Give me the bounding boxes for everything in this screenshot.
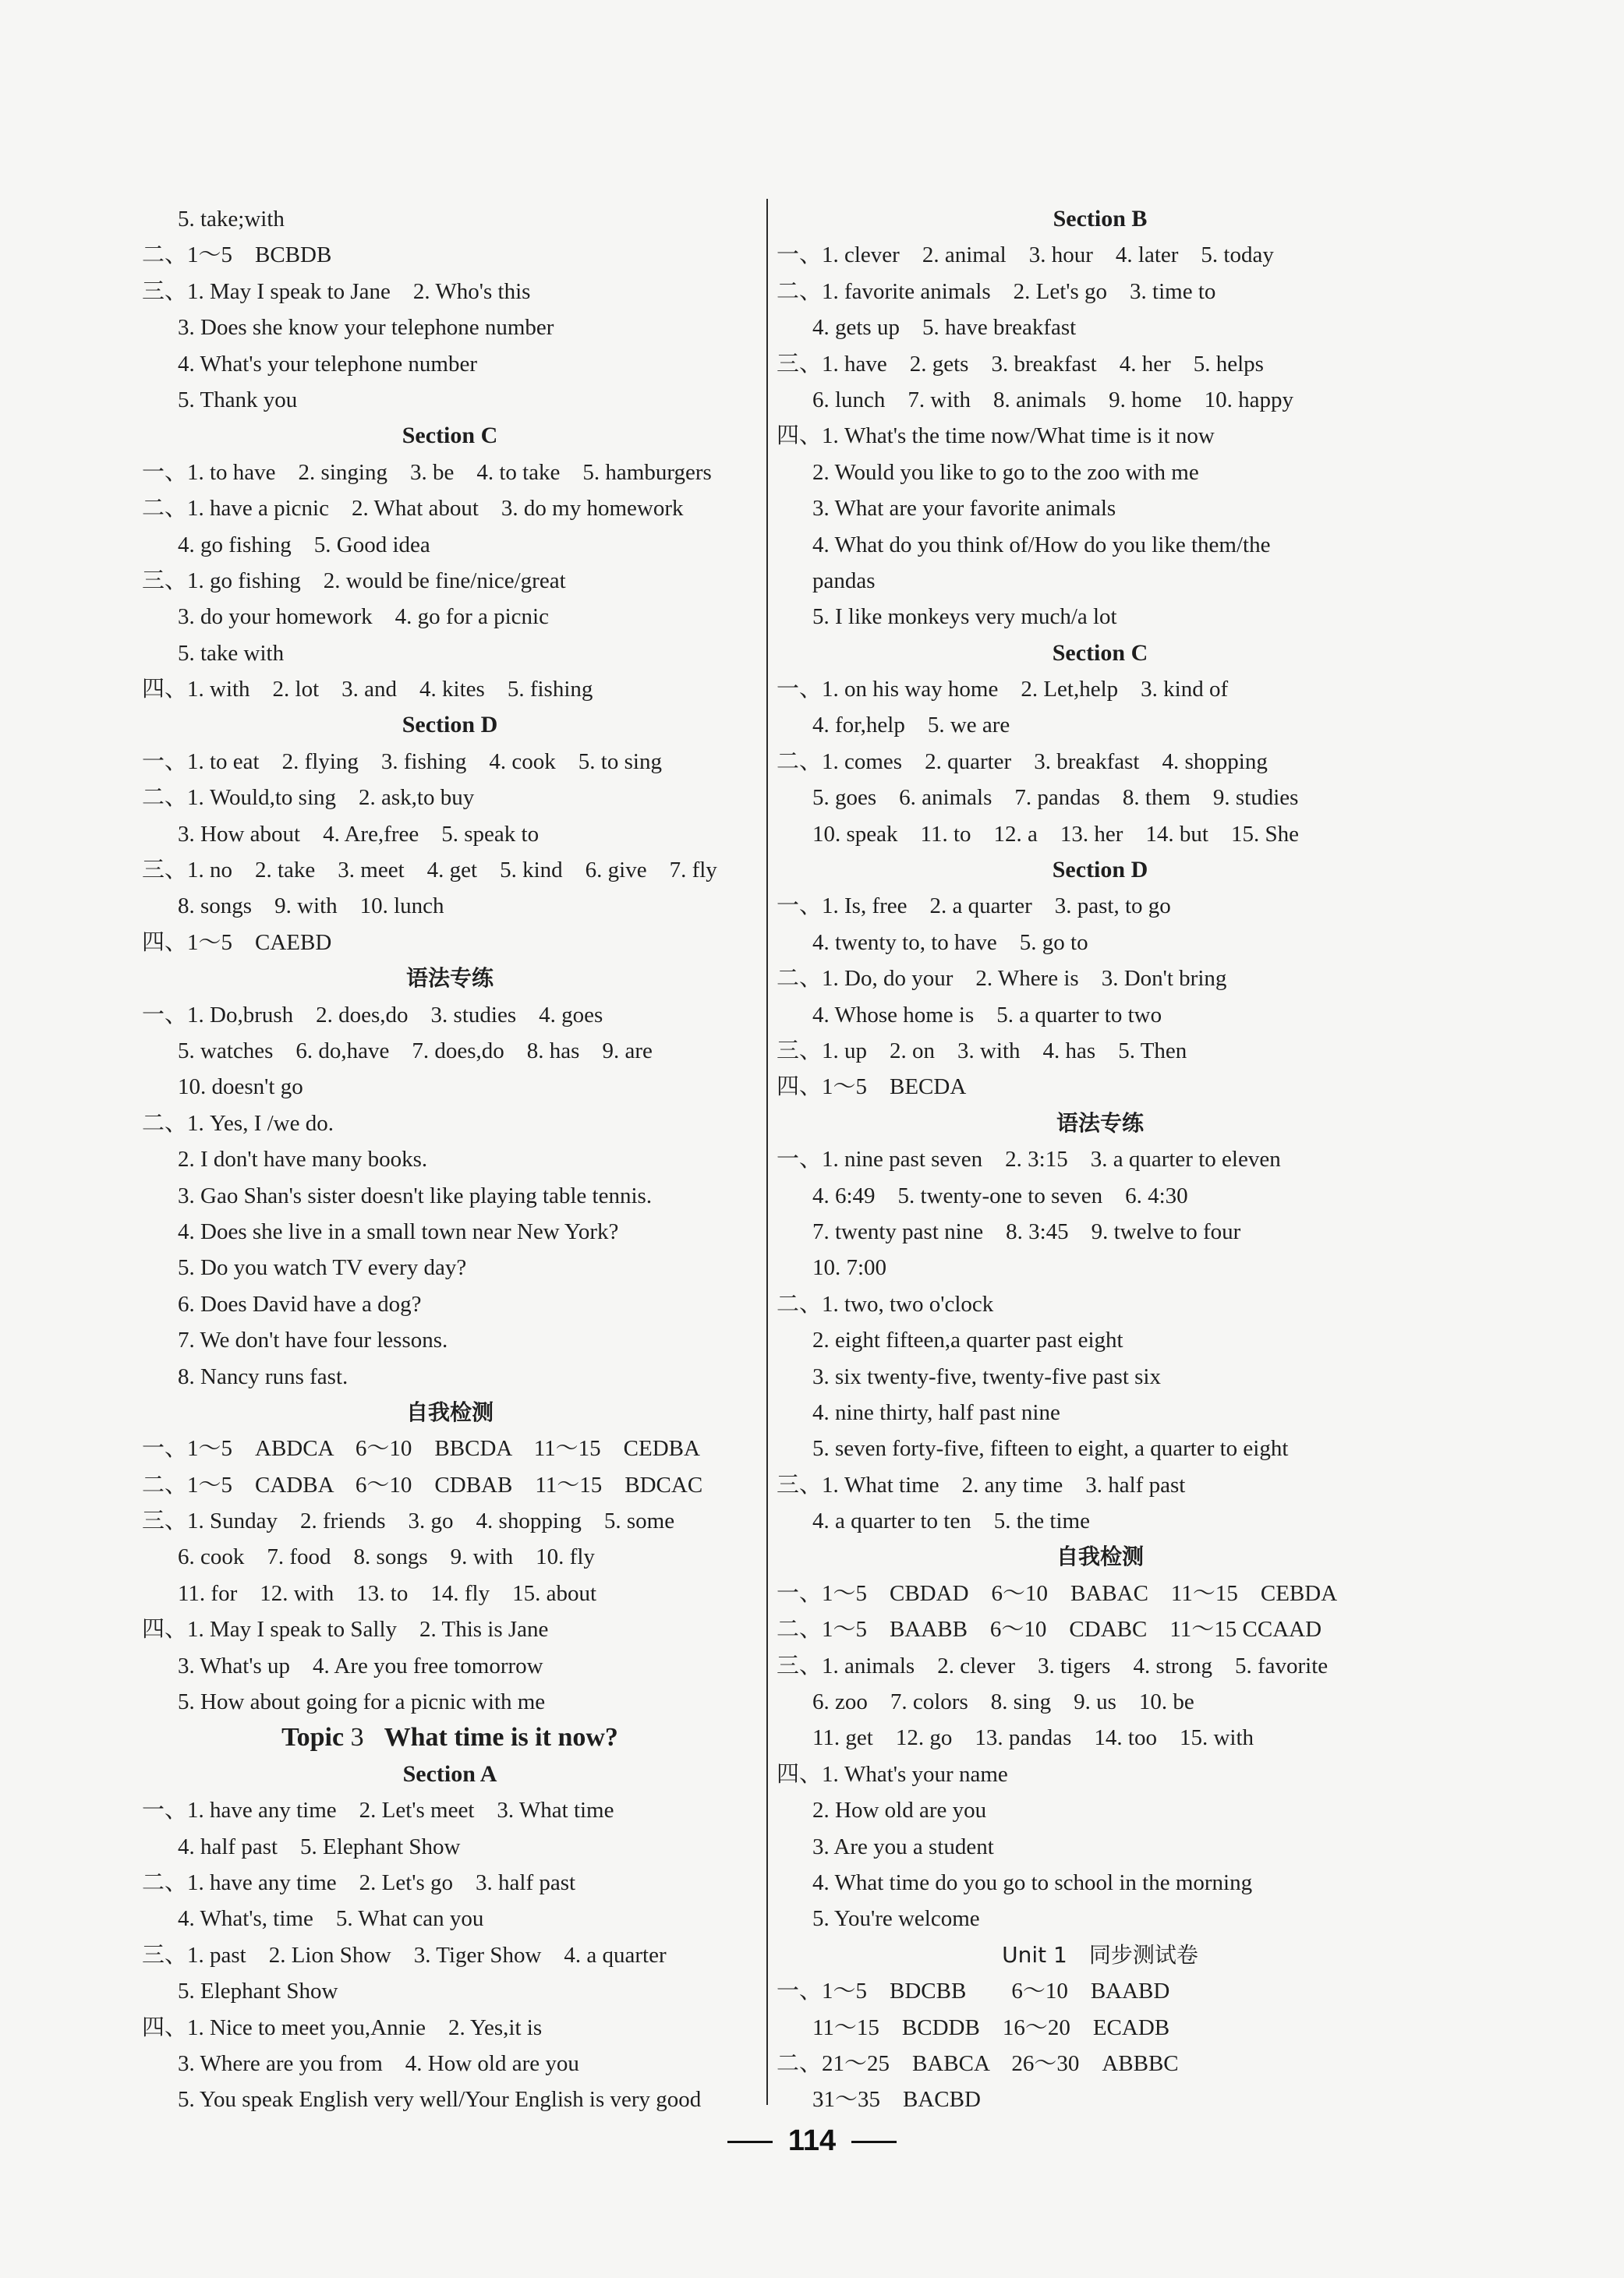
- answer-line: 2. eight fifteen,a quarter past eight: [812, 1328, 1123, 1353]
- answer-line: 四、1. What's your name: [777, 1761, 1008, 1787]
- answer-line: 3. six twenty-five, twenty-five past six: [812, 1364, 1161, 1389]
- page-number: 114: [787, 2124, 837, 2157]
- answer-line: 4. go fishing 5. Good idea: [178, 532, 430, 557]
- section-heading: Section C: [1052, 639, 1148, 666]
- answer-line: 3. How about 4. Are,free 5. speak to: [178, 821, 540, 847]
- answer-line: 二、1. comes 2. quarter 3. breakfast 4. shopping: [777, 748, 1268, 774]
- answer-line: 6. zoo 7. colors 8. sing 9. us 10. be: [812, 1689, 1194, 1715]
- answer-line: 4. half past 5. Elephant Show: [178, 1834, 461, 1859]
- answer-line: 二、1. two, two o'clock: [777, 1291, 994, 1317]
- answer-line: 5. watches 6. do,have 7. does,do 8. has 9. are: [178, 1038, 653, 1063]
- answer-line: 二、1. Would,to sing 2. ask,to buy: [142, 785, 475, 811]
- footer-dash-left: [727, 2141, 773, 2143]
- column-divider: [766, 199, 768, 2105]
- answer-line: 四、1～5 BECDA: [777, 1074, 967, 1100]
- answer-line: 3. What's up 4. Are you free tomorrow: [178, 1653, 543, 1678]
- answer-line: 5. I like monkeys very much/a lot: [812, 604, 1117, 630]
- answer-line: 四、1. May I speak to Sally 2. This is Jane: [142, 1617, 549, 1643]
- section-heading: 自我检测: [1056, 1544, 1144, 1570]
- answer-line: 4. 6:49 5. twenty-one to seven 6. 4:30: [812, 1183, 1188, 1208]
- answer-line: 四、1. with 2. lot 3. and 4. kites 5. fishing: [142, 677, 593, 702]
- answer-line: 5. Thank you: [178, 387, 298, 412]
- answer-line: 6. Does David have a dog?: [178, 1291, 422, 1317]
- answer-line: 4. What's, time 5. What can you: [178, 1906, 484, 1932]
- answer-line: 10. 7:00: [812, 1255, 887, 1281]
- answer-line: 三、1. up 2. on 3. with 4. has 5. Then: [777, 1038, 1187, 1063]
- answer-line: 三、1. What time 2. any time 3. half past: [777, 1472, 1186, 1498]
- answer-line: 二、1～5 BAABB 6～10 CDABC 11～15 CCAAD: [777, 1617, 1322, 1643]
- section-heading: Section D: [1052, 857, 1148, 883]
- answer-line: 10. doesn't go: [178, 1074, 303, 1100]
- answer-line: 5. Elephant Show: [178, 1979, 338, 2004]
- topic-heading: [142, 1720, 758, 1756]
- topic-label: Topic: [281, 1723, 345, 1753]
- answer-line: 31～35 BACBD: [812, 2087, 981, 2113]
- section-heading: Section C: [402, 423, 498, 449]
- answer-line: 7. We don't have four lessons.: [178, 1328, 448, 1353]
- answer-line: pandas: [812, 568, 876, 593]
- answer-line: 2. I don't have many books.: [178, 1147, 428, 1173]
- answer-line: 4. gets up 5. have breakfast: [812, 315, 1077, 341]
- answer-line: 二、1. have any time 2. Let's go 3. half past: [142, 1869, 576, 1895]
- answer-line: 3. Where are you from 4. How old are you: [178, 2050, 579, 2076]
- answer-line: 三、1. go fishing 2. would be fine/nice/great: [142, 568, 566, 593]
- answer-line: 三、1. no 2. take 3. meet 4. get 5. kind 6. give 7. fly: [142, 858, 717, 883]
- answer-line: 二、1～5 BCBDB: [142, 242, 332, 268]
- section-heading: Section D: [402, 712, 498, 738]
- answer-line: 一、1. on his way home 2. Let,help 3. kind of: [777, 677, 1229, 702]
- answer-line: 10. speak 11. to 12. a 13. her 14. but 15. She: [812, 821, 1299, 847]
- answer-line: 4. Whose home is 5. a quarter to two: [812, 1002, 1162, 1028]
- footer-dash-right: [851, 2141, 897, 2143]
- page-number-footer: [0, 2124, 1624, 2158]
- answer-line: 4. What do you think of/How do you like them/the: [812, 532, 1271, 557]
- topic-number: 3: [350, 1723, 364, 1753]
- answer-line: 二、21～25 BABCA 26～30 ABBBC: [777, 2050, 1179, 2076]
- answer-line: 8. songs 9. with 10. lunch: [178, 893, 444, 919]
- answer-line: 三、1. Sunday 2. friends 3. go 4. shopping 5. some: [142, 1509, 675, 1534]
- answer-line: 5. You speak English very well/Your English is very good: [178, 2087, 702, 2113]
- answer-line: 四、1～5 CAEBD: [142, 929, 332, 955]
- answer-line: 3. Are you a student: [812, 1834, 994, 1859]
- answer-line: 二、1～5 CADBA 6～10 CDBAB 11～15 BDCAC: [142, 1472, 703, 1498]
- answer-line: 三、1. past 2. Lion Show 3. Tiger Show 4. a quarter: [142, 1942, 667, 1968]
- answer-line: 5. You're welcome: [812, 1906, 980, 1932]
- answer-line: 6. cook 7. food 8. songs 9. with 10. fly: [178, 1544, 595, 1570]
- answer-line: 5. seven forty-five, fifteen to eight, a quarter to eight: [812, 1436, 1289, 1462]
- answer-line: 一、1. to have 2. singing 3. be 4. to take 5. hamburgers: [142, 459, 712, 485]
- section-heading: Unit 1 同步测试卷: [1002, 1941, 1198, 1968]
- answer-line: 2. Would you like to go to the zoo with me: [812, 459, 1199, 485]
- answer-line: 三、1. have 2. gets 3. breakfast 4. her 5. helps: [777, 351, 1264, 377]
- answer-line: 四、1. Nice to meet you,Annie 2. Yes,it is: [142, 2014, 543, 2040]
- answer-line: 4. a quarter to ten 5. the time: [812, 1509, 1090, 1534]
- answer-line: 5. Do you watch TV every day?: [178, 1255, 467, 1281]
- answer-line: 三、1. animals 2. clever 3. tigers 4. strong 5. favorite: [777, 1653, 1329, 1678]
- answer-line: 3. What are your favorite animals: [812, 496, 1116, 522]
- answer-line: 11. get 12. go 13. pandas 14. too 15. with: [812, 1725, 1254, 1751]
- section-heading: Section B: [1053, 206, 1148, 232]
- answer-line: 6. lunch 7. with 8. animals 9. home 10. happy: [812, 387, 1293, 412]
- answer-line: 5. take;with: [178, 207, 285, 232]
- topic-title: What time is it now?: [384, 1723, 618, 1753]
- answer-line: 11. for 12. with 13. to 14. fly 15. about: [178, 1580, 596, 1606]
- section-heading: 语法专练: [405, 965, 494, 992]
- answer-line: 8. Nancy runs fast.: [178, 1364, 349, 1389]
- answer-line: 四、1. What's the time now/What time is it now: [777, 423, 1215, 449]
- answer-line: 二、1. favorite animals 2. Let's go 3. time to: [777, 278, 1216, 304]
- answer-line: 二、1. Yes, I /we do.: [142, 1110, 334, 1136]
- answer-line: 一、1. Do,brush 2. does,do 3. studies 4. goes: [142, 1002, 603, 1028]
- answer-line: 4. Does she live in a small town near New York?: [178, 1219, 619, 1244]
- answer-line: 一、1～5 BDCBB 6～10 BAABD: [777, 1979, 1170, 2004]
- section-heading: 语法专练: [1056, 1109, 1144, 1136]
- answer-line: 4. nine thirty, half past nine: [812, 1399, 1060, 1425]
- answer-line: 一、1. clever 2. animal 3. hour 4. later 5. today: [777, 242, 1274, 268]
- answer-line: 三、1. May I speak to Jane 2. Who's this: [142, 278, 531, 304]
- answer-line: 二、1. have a picnic 2. What about 3. do my homework: [142, 496, 684, 522]
- right-answer-column: [777, 201, 1424, 2118]
- answer-line: 7. twenty past nine 8. 3:45 9. twelve to four: [812, 1219, 1241, 1244]
- answer-line: 一、1～5 CBDAD 6～10 BABAC 11～15 CEBDA: [777, 1580, 1338, 1606]
- answer-line: 4. What's your telephone number: [178, 351, 478, 377]
- answer-line: 2. How old are you: [812, 1798, 987, 1823]
- section-heading: Section A: [402, 1760, 497, 1787]
- answer-line: 一、1. Is, free 2. a quarter 3. past, to go: [777, 893, 1171, 919]
- answer-line: 4. What time do you go to school in the morning: [812, 1869, 1253, 1895]
- answer-line: 一、1. have any time 2. Let's meet 3. What time: [142, 1798, 614, 1823]
- answer-line: 5. goes 6. animals 7. pandas 8. them 9. studies: [812, 785, 1299, 811]
- answer-line: 一、1～5 ABDCA 6～10 BBCDA 11～15 CEDBA: [142, 1436, 700, 1462]
- answer-line: 3. do your homework 4. go for a picnic: [178, 604, 549, 630]
- answer-line: 一、1. nine past seven 2. 3:15 3. a quarter to eleven: [777, 1147, 1281, 1173]
- answer-line: 11～15 BCDDB 16～20 ECADB: [812, 2014, 1170, 2040]
- answer-line: 5. How about going for a picnic with me: [178, 1689, 546, 1715]
- answer-line: 3. Gao Shan's sister doesn't like playing table tennis.: [178, 1183, 653, 1208]
- answer-line: 4. twenty to, to have 5. go to: [812, 929, 1088, 955]
- answer-line: 二、1. Do, do your 2. Where is 3. Don't bring: [777, 966, 1227, 992]
- answer-line: 一、1. to eat 2. flying 3. fishing 4. cook 5. to sing: [142, 748, 662, 774]
- answer-line: 5. take with: [178, 640, 285, 666]
- answer-line: 3. Does she know your telephone number: [178, 315, 554, 341]
- left-answer-column: [142, 201, 758, 2118]
- answer-line: 4. for,help 5. we are: [812, 713, 1010, 738]
- section-heading: 自我检测: [405, 1399, 494, 1425]
